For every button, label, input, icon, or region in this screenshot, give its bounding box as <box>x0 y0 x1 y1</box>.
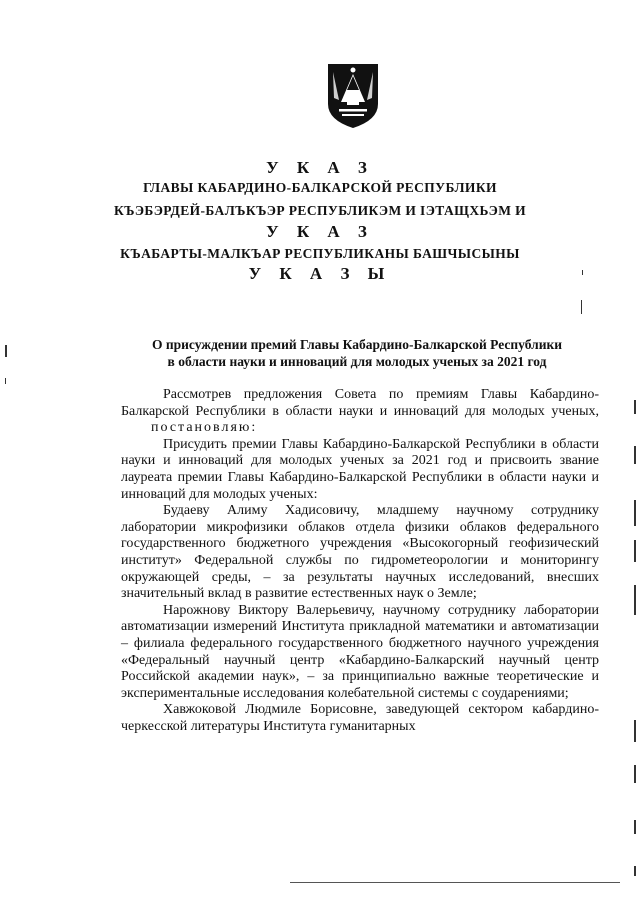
authority-balkar: КЪАБАРТЫ-МАЛКЪАР РЕСПУБЛИКАНЫ БАШЧЫСЫНЫ <box>120 246 520 261</box>
paragraph-considering-text: Рассмотрев предложения Совета по премиям Главы Кабардино-Балкарской Республики в области науки и инноваций для молодых ученых, <box>121 387 599 419</box>
scan-mark <box>634 866 636 876</box>
decree-title-balkar: У К А З Ы <box>248 264 392 283</box>
scan-mark <box>634 720 636 742</box>
coat-of-arms-emblem <box>325 62 381 130</box>
scan-mark <box>5 378 6 384</box>
paragraph-laureate-narozhnov: Нарожнову Виктору Валерьевичу, научному сотруднику лаборатории автоматизации измерений Института прикладной математики и автоматизации – филиала федерального государственного бюджетного научного учреждения «Федеральный научный центр «Кабардино-Балкарский научный центр Российской академии наук», – за принципиально важные теоретические и экспериментальные исследования колебательной системы с соударениями; <box>121 602 599 701</box>
subject-line-2: в области науки и инноваций для молодых ученых за 2021 год <box>167 354 547 369</box>
resolve-keyword: постановляю: <box>151 420 258 436</box>
scan-mark <box>634 820 636 834</box>
authority-russian: ГЛАВЫ КАБАРДИНО-БАЛКАРСКОЙ РЕСПУБЛИКИ <box>143 180 497 195</box>
paragraph-laureate-khavzhokova: Хавжоковой Людмиле Борисовне, заведующей сектором кабардино-черкесской литературы Института гуманитарных <box>121 702 599 734</box>
scan-mark <box>634 400 636 414</box>
decree-title-russian: У К А З <box>266 158 374 177</box>
decree-body <box>121 387 599 735</box>
paragraph-laureate-budaev: Будаеву Алиму Хадисовичу, младшему научному сотруднику лаборатории микрофизики облаков отдела физики облаков федерального государственного бюджетного учреждения «Высокогорный геофизический институт» Федеральной службы по гидрометеорологии и мониторингу окружающей среды, – за результаты научных исследований, внесших значительный вклад в развитие естественных наук о Земле; <box>121 503 599 602</box>
decree-title-kabardian: У К А З <box>266 222 374 241</box>
scan-mark <box>634 765 636 783</box>
scan-mark <box>5 345 7 357</box>
scan-mark <box>634 500 636 526</box>
scan-mark <box>634 446 636 464</box>
scan-mark <box>634 540 636 562</box>
authority-kabardian: КЪЭБЭРДЕЙ-БАЛЪКЪЭР РЕСПУБЛИКЭМ И ІЭТАЩХЬЭМ И <box>113 203 527 218</box>
subject-line-1: О присуждении премий Главы Кабардино-Балкарской Республики <box>151 337 563 352</box>
scan-mark <box>581 300 582 314</box>
paragraph-award: Присудить премии Главы Кабардино-Балкарской Республики в области науки и инноваций для молодых ученых за 2021 год и присвоить звание лауреата премии Главы Кабардино-Балкарской Республики в области науки и инноваций для молодых ученых: <box>121 436 599 502</box>
bottom-rule <box>290 882 620 883</box>
paragraph-considering <box>121 387 599 437</box>
scan-mark <box>634 585 636 615</box>
scan-mark <box>582 270 583 275</box>
decree-subject <box>118 336 596 370</box>
